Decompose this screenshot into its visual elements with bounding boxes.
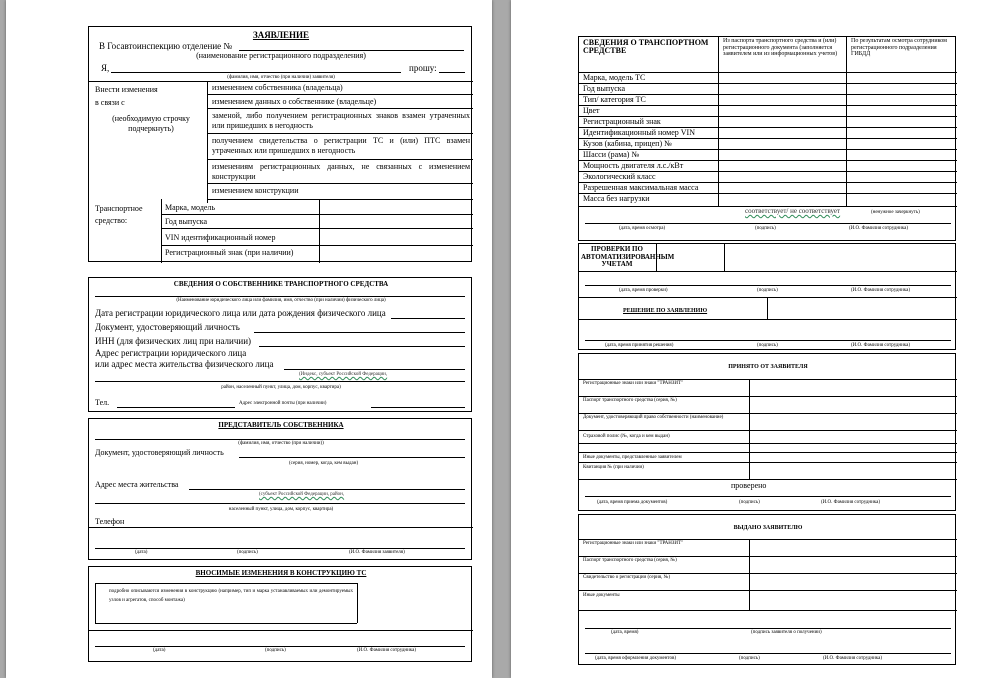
vi-title: СВЕДЕНИЯ О ТРАНСПОРТНОМ СРЕДСТВЕ	[583, 38, 709, 56]
acc-checked: проверено	[731, 481, 767, 490]
vehicle-info-block	[578, 36, 956, 241]
owner-date-label: Дата регистрации юридического лица или дата рождения физического лица	[95, 308, 386, 318]
checks-sign-fio: (И.О. Фамилия сотрудника)	[851, 288, 911, 293]
owner-email-caption: Адрес электронной почты (при наличии)	[239, 401, 327, 406]
rep-addr-label: Адрес места жительства	[95, 480, 179, 489]
vi-row-make: Марка, модель ТС	[583, 73, 646, 82]
decision-date: (дата, время принятия решения)	[605, 343, 674, 348]
vi-row-body: Кузов (кабина, прицеп) №	[583, 139, 672, 148]
iss-sign2-date: (дата, время оформления документов)	[595, 656, 677, 661]
unit-caption: (наименование регистрационного подразделения)	[196, 51, 366, 60]
vi-row-power: Мощность двигателя л.с./кВт	[583, 161, 684, 170]
changes-sign-date: (дата)	[153, 648, 166, 653]
owner-block	[88, 277, 472, 412]
checks-title: ПРОВЕРКИ ПО АВТОМАТИЗИРОВАННЫМ УЧЕТАМ	[581, 245, 675, 269]
ask-label: прошу:	[409, 63, 437, 73]
fio-caption: (фамилия, имя, отчество (при наличии) заявителя)	[227, 75, 335, 80]
rep-region-caption: (субъект Российской Федерации, район,	[259, 492, 345, 497]
changes-block	[88, 566, 472, 662]
acc-row-plates: Регистрационные знаки или знаки "ТРАНЗИТ"	[583, 381, 684, 386]
i-label: Я,	[101, 63, 110, 73]
owner-addr-label-1: Адрес регистрации юридического лица	[95, 348, 247, 358]
vi-sign-sign: (подпись)	[755, 226, 776, 231]
owner-doc-label: Документ, удостоверяющий личность	[95, 322, 240, 332]
reason-1[interactable]: изменением собственника (владельца)	[212, 83, 343, 92]
vi-row-year: Год выпуска	[583, 84, 626, 93]
reason-5[interactable]: изменениям регистрационных данных, не связанных с изменением конструкции	[212, 162, 470, 181]
iss-row-plates: Регистрационные знаки или знаки "ТРАНЗИТ"	[583, 541, 684, 546]
reason-2[interactable]: изменением данных о собственнике (владельце)	[212, 97, 377, 106]
acc-sign-fio: (И.О. Фамилия сотрудника)	[821, 500, 881, 505]
make-changes-note: (необходимую строчку подчеркнуть)	[112, 114, 190, 133]
owner-addr-label-2: или адрес места жительства физического лица	[95, 359, 274, 369]
checks-block	[578, 243, 956, 350]
accepted-title: ПРИНЯТО ОТ ЗАЯВИТЕЛЯ	[728, 364, 808, 370]
owner-region-caption: (Индекс, субъект Российской Федерации,	[299, 372, 388, 377]
vehicle-field-plate: Регистрационный знак (при наличии)	[165, 248, 294, 257]
acc-sign-date: (дата, время приема документов)	[597, 500, 668, 505]
acc-row-other: Иные документы, представленные заявителем	[583, 455, 682, 460]
iss-sign2-fio: (И.О. Фамилия сотрудника)	[823, 656, 883, 661]
vehicle-field-make: Марка, модель	[165, 203, 216, 212]
changes-sign-fio: (И.О. Фамилия сотрудника)	[357, 648, 417, 653]
vi-compliance: соответствует/ не соответствует	[745, 207, 841, 215]
owner-tel-label: Тел.	[95, 398, 110, 407]
decision-sign: (подпись)	[757, 343, 778, 348]
reason-6[interactable]: изменением конструкции	[212, 186, 299, 195]
changes-title: ВНОСИМЫЕ ИЗМЕНЕНИЯ В КОНСТРУКЦИЮ ТС	[195, 569, 367, 577]
reason-3[interactable]: заменой, либо получением регистрационных знаков взамен утраченных или пришедших в негодность	[212, 111, 470, 130]
rep-phone-label: Телефон	[95, 517, 125, 526]
make-changes-label-2: в связи с	[95, 98, 125, 107]
vi-row-maxmass: Разрешенная максимальная масса	[583, 183, 699, 192]
rep-doc-caption: (серия, номер, когда, кем выдан)	[289, 461, 359, 466]
iss-row-cert: Свидетельство о регистрации (серия, №)	[583, 575, 671, 580]
representative-block	[88, 418, 472, 560]
acc-row-insurance: Страховой полис (№, когда и кем выдан)	[583, 434, 670, 439]
vehicle-field-vin: VIN идентификационный номер	[165, 233, 276, 242]
acc-sign-sign: (подпись)	[739, 500, 760, 505]
vi-row-eco: Экологический класс	[583, 172, 656, 181]
page-1	[6, 0, 492, 678]
acc-row-receipt: Квитанция № (при наличии)	[583, 465, 644, 470]
changes-note: подробно описываются изменения в конструкцию (например, тип и марка устанавливаемых или демонтируемых узлов и агрегатов, способ монтажа)	[109, 589, 353, 603]
vi-sign-fio: (И.О. Фамилия сотрудника)	[849, 226, 909, 231]
accepted-block	[578, 353, 956, 511]
issued-block	[578, 514, 956, 665]
acc-row-pts: Паспорт транспортного средства (серия, №)	[583, 398, 677, 403]
acc-row-ownership: Документ, удостоверяющий право собственности (наименование)	[583, 415, 724, 420]
rep-title: ПРЕДСТАВИТЕЛЬ СОБСТВЕННИКА	[218, 421, 344, 429]
owner-name-caption: (Наименование юридического лица или фамилия, имя, отчество (при наличии) физического лица)	[176, 298, 386, 303]
owner-title: СВЕДЕНИЯ О СОБСТВЕННИКЕ ТРАНСПОРТНОГО СРЕДСТВА	[173, 280, 389, 288]
iss-sign1-sign: (подпись заявителя о получении)	[751, 630, 822, 635]
rep-fio-caption: (фамилия, имя, отчество (при наличии))	[238, 441, 324, 446]
reason-4[interactable]: получением свидетельства о регистрации ТС и (или) ПТС взамен утраченных или пришедших в негодность	[212, 136, 470, 155]
page-2	[511, 0, 1000, 678]
vi-compliance-note: (ненужное зачеркнуть)	[871, 210, 920, 215]
make-changes-label: Внести изменения	[95, 85, 158, 94]
iss-row-pts: Паспорт транспортного средства (серия, №)	[583, 558, 677, 563]
iss-sign1-date: (дата, время)	[611, 630, 639, 635]
owner-inn-label: ИНН (для физических лиц при наличии)	[95, 336, 252, 346]
decision-title: РЕШЕНИЕ ПО ЗАЯВЛЕНИЮ	[623, 308, 708, 314]
owner-street-caption: район, населенный пункт, улица, дом, корпус, квартира)	[221, 385, 341, 390]
rep-sign-date: (дата)	[135, 550, 148, 555]
changes-sign-sign: (подпись)	[265, 648, 286, 653]
vi-row-vin: Идентификационный номер VIN	[583, 128, 695, 137]
vi-row-plate: Регистрационный знак	[583, 117, 661, 126]
vehicle-label: Транспортное средство:	[95, 204, 143, 225]
vi-row-mass: Масса без нагрузки	[583, 194, 650, 203]
iss-row-other: Иные документы	[583, 593, 620, 598]
vi-col3: По результатам осмотра сотрудником регистрационного подразделения ГИБДД	[851, 38, 947, 58]
vehicle-field-year: Год выпуска	[165, 217, 208, 226]
vi-row-color: Цвет	[583, 106, 600, 115]
iss-sign2-sign: (подпись)	[739, 656, 760, 661]
vi-row-chassis: Шасси (рама) №	[583, 150, 640, 159]
rep-sign-sign: (подпись)	[237, 550, 258, 555]
checks-sign-sign: (подпись)	[757, 288, 778, 293]
checks-sign-date: (дата, время проверки)	[619, 288, 668, 293]
issued-title: ВЫДАНО ЗАЯВИТЕЛЮ	[733, 525, 803, 531]
application-block	[88, 26, 472, 262]
rep-street-caption: населенный пункт, улица, дом, корпус, квартира)	[228, 507, 334, 512]
to-line: В Госавтоинспекцию отделение №	[99, 41, 232, 51]
application-title: ЗАЯВЛЕНИЕ	[252, 30, 310, 40]
rep-doc-label: Документ, удостоверяющий личность	[95, 448, 224, 457]
decision-fio: (И.О. Фамилия сотрудника)	[851, 343, 911, 348]
vi-row-type: Тип/ категория ТС	[583, 95, 646, 104]
rep-sign-fio: (И.О. Фамилия заявителя)	[349, 550, 405, 555]
vi-col2: Из паспорта транспортного средства и (или) регистрационного документа (заполняется заявителем или из информационных учетов)	[723, 38, 838, 58]
vi-sign-date: (дата, время осмотра)	[619, 226, 666, 231]
